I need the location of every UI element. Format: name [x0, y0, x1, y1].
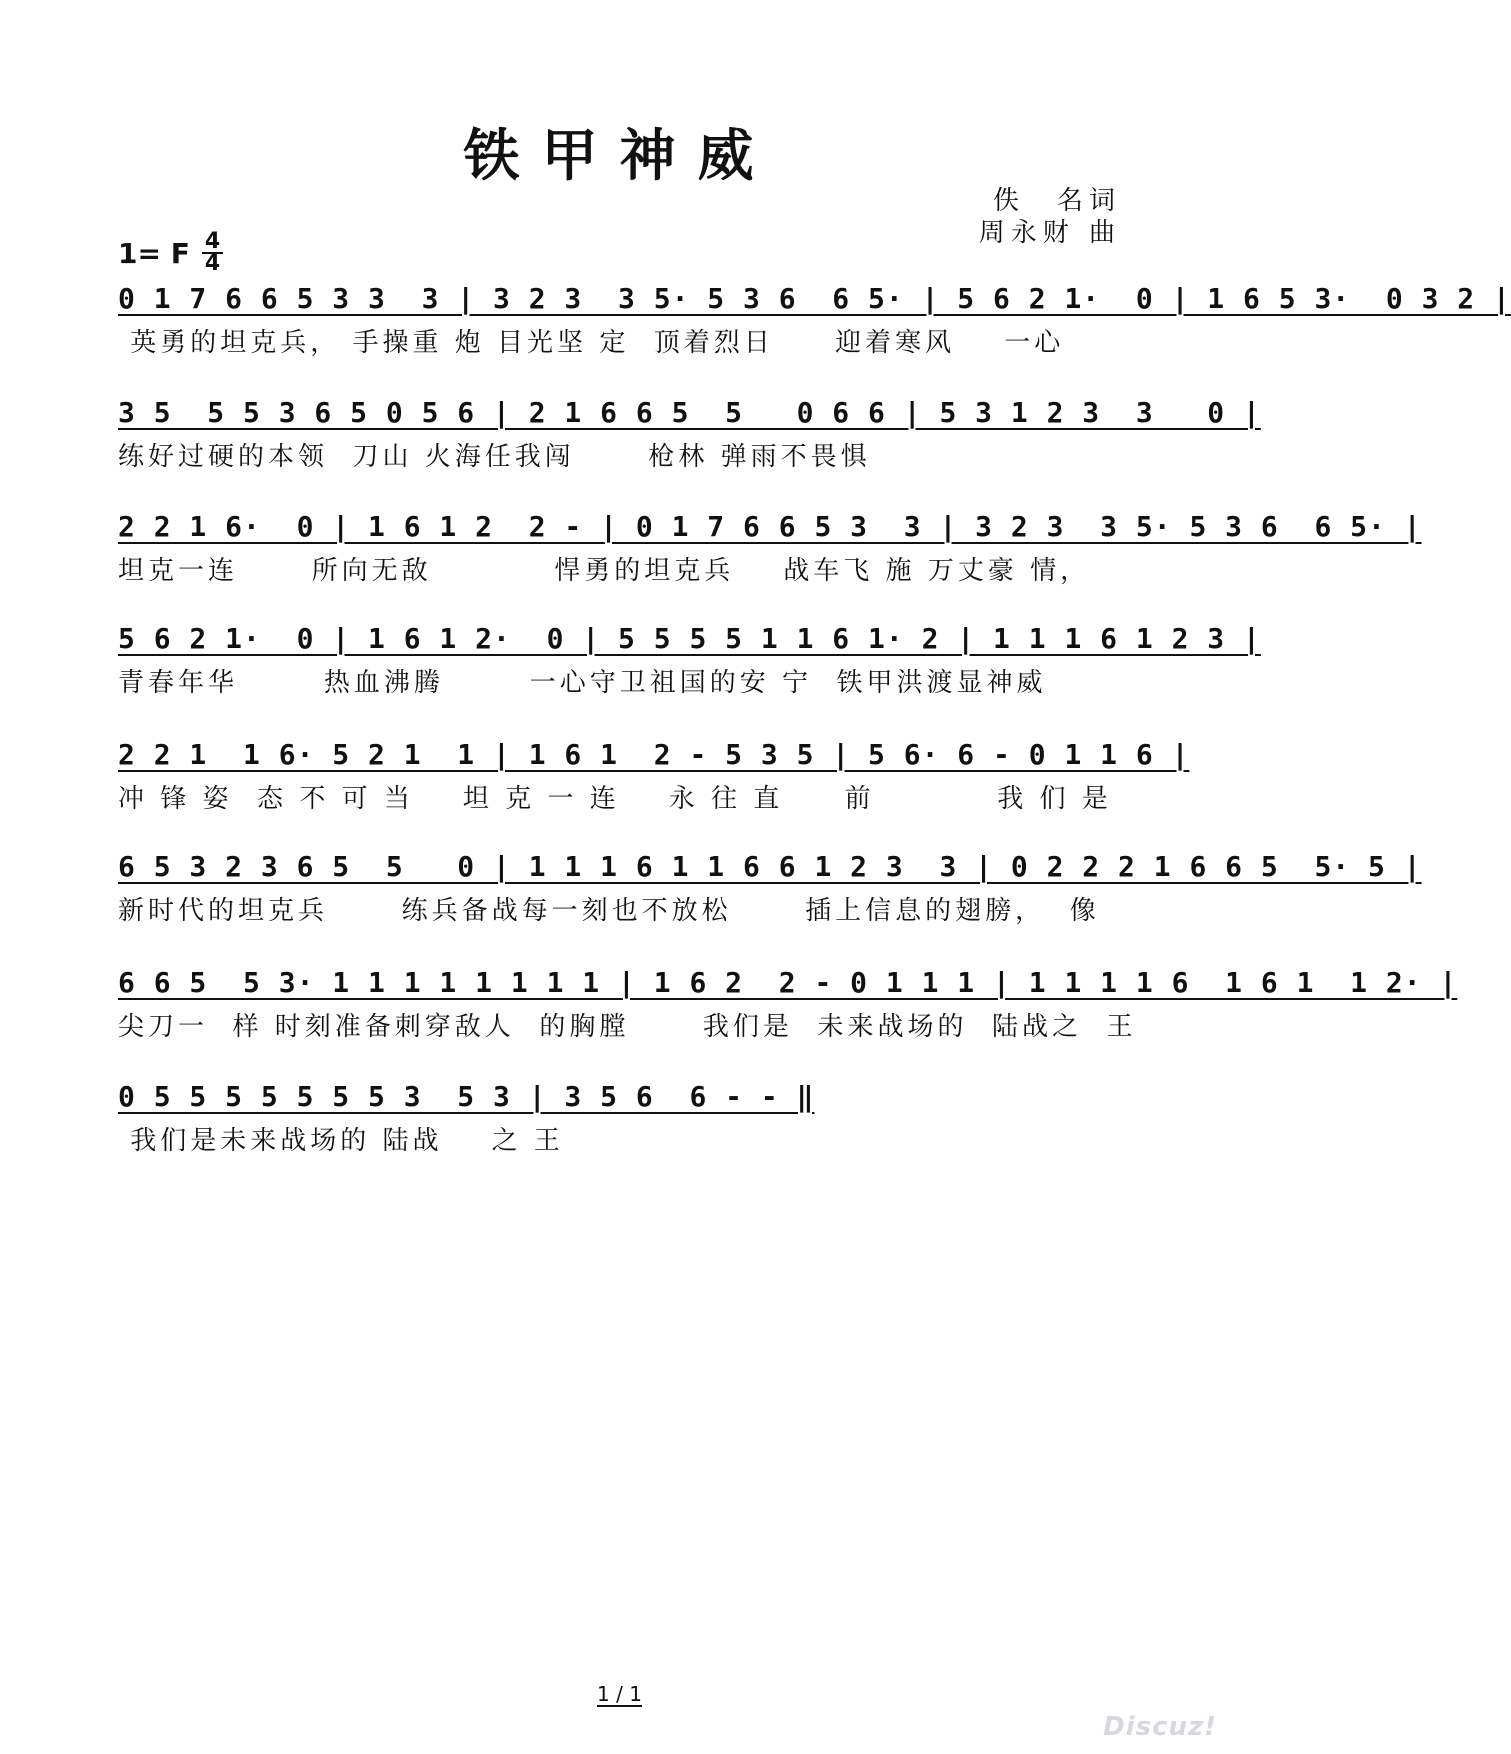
composer-credit: 周永财 曲 [978, 218, 1121, 248]
lyrics-line-1: 英勇的坦克兵， 手操重 炮 目光坚 定 顶着烈日 迎着寒风 一心 [118, 328, 1065, 358]
lyricist-credit: 佚 名词 [992, 186, 1121, 216]
notation-line-1: 0 1 7 6 6 5 3 3 3 | 3 2 3 3 5· 5 3 6 6 5· | 5 6 2 1· 0 | 1 6 5 3· 0 3 2 | [118, 282, 1511, 315]
discuz-watermark: Discuz! [1103, 1712, 1217, 1742]
lyrics-line-7: 尖刀一 样 时刻准备刺穿敌人 的胸膛 我们是 未来战场的 陆战之 王 [118, 1012, 1137, 1042]
notation-line-7: 6 6 5 5 3· 1 1 1 1 1 1 1 1 | 1 6 2 2 - 0 1 1 1 | 1 1 1 1 6 1 6 1 1 2· | [118, 966, 1458, 999]
page-number-text: 1 / 1 [597, 1682, 642, 1706]
notation-line-5: 2 2 1 1 6· 5 2 1 1 | 1 6 1 2 - 5 3 5 | 5 6· 6 - 0 1 1 6 | [118, 738, 1190, 771]
lyrics-line-2: 练好过硬的本领 刀山 火海任我闯 枪林 弹雨不畏惧 [118, 442, 871, 472]
notation-line-6: 6 5 3 2 3 6 5 5 0 | 1 1 1 6 1 1 6 6 1 2 3 3 | 0 2 2 2 1 6 6 5 5· 5 | [118, 850, 1422, 883]
song-title: 铁甲神威 [463, 124, 776, 189]
key-label: 1= F [118, 236, 190, 270]
time-signature-bottom: 4 [204, 251, 221, 276]
lyrics-line-8: 我们是未来战场的 陆战 之 王 [118, 1126, 564, 1156]
page-number [0, 1682, 1239, 1706]
time-signature [202, 229, 223, 276]
notation-line-4: 5 6 2 1· 0 | 1 6 1 2· 0 | 5 5 5 5 1 1 6 1· 2 | 1 1 1 6 1 2 3 | [118, 622, 1261, 655]
lyrics-line-5: 冲 锋 姿 态 不 可 当 坦 克 一 连 永 往 直 前 我 们 是 [118, 784, 1112, 814]
lyrics-line-3: 坦克一连 所向无敌 悍勇的坦克兵 战车飞 施 万丈豪 情， [118, 556, 1091, 586]
notation-line-3: 2 2 1 6· 0 | 1 6 1 2 2 - | 0 1 7 6 6 5 3 3 | 3 2 3 3 5· 5 3 6 6 5· | [118, 510, 1422, 543]
lyrics-line-6: 新时代的坦克兵 练兵备战每一刻也不放松 插上信息的翅膀， 像 [118, 896, 1100, 926]
key-signature [118, 229, 223, 276]
time-signature-top: 4 [202, 232, 223, 254]
notation-line-2: 3 5 5 5 3 6 5 0 5 6 | 2 1 6 6 5 5 0 6 6 | 5 3 1 2 3 3 0 | [118, 396, 1261, 429]
notation-line-8: 0 5 5 5 5 5 5 5 3 5 3 | 3 5 6 6 - - ‖ [118, 1080, 815, 1113]
lyrics-line-4: 青春年华 热血沸腾 一心守卫祖国的安 宁 铁甲洪渡显神威 [118, 668, 1047, 698]
